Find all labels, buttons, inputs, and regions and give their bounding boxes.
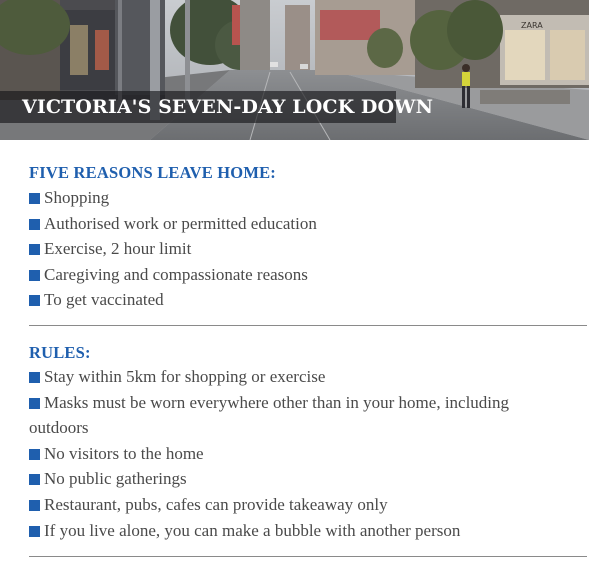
list-item: Stay within 5km for shopping or exercise	[29, 364, 559, 390]
square-bullet-icon	[29, 500, 40, 511]
square-bullet-icon	[29, 398, 40, 409]
zara-store-sign: ZARA	[521, 21, 543, 30]
list-item: Authorised work or permitted education	[29, 211, 317, 237]
rules-list	[29, 364, 559, 543]
section-divider	[29, 556, 587, 557]
square-bullet-icon	[29, 372, 40, 383]
section-divider	[29, 325, 587, 326]
list-item: If you live alone, you can make a bubble with another person	[29, 518, 559, 544]
list-item: Caregiving and compassionate reasons	[29, 262, 317, 288]
list-item: Exercise, 2 hour limit	[29, 236, 317, 262]
square-bullet-icon	[29, 526, 40, 537]
square-bullet-icon	[29, 193, 40, 204]
rules-heading: RULES:	[29, 343, 91, 362]
square-bullet-icon	[29, 295, 40, 306]
list-item: No visitors to the home	[29, 441, 559, 467]
list-item: No public gatherings	[29, 466, 559, 492]
hero-title: VICTORIA'S SEVEN-DAY LOCK DOWN	[22, 96, 434, 118]
list-item: To get vaccinated	[29, 287, 317, 313]
reasons-heading: FIVE REASONS LEAVE HOME:	[29, 163, 276, 182]
list-item: Masks must be worn everywhere other than in your home, including outdoors	[29, 392, 510, 438]
list-item: Shopping	[29, 185, 317, 211]
hero-photo	[0, 0, 589, 140]
square-bullet-icon	[29, 244, 40, 255]
square-bullet-icon	[29, 449, 40, 460]
square-bullet-icon	[29, 474, 40, 485]
reasons-list	[29, 185, 317, 313]
list-item: Restaurant, pubs, cafes can provide takeaway only	[29, 492, 559, 518]
square-bullet-icon	[29, 270, 40, 281]
square-bullet-icon	[29, 219, 40, 230]
